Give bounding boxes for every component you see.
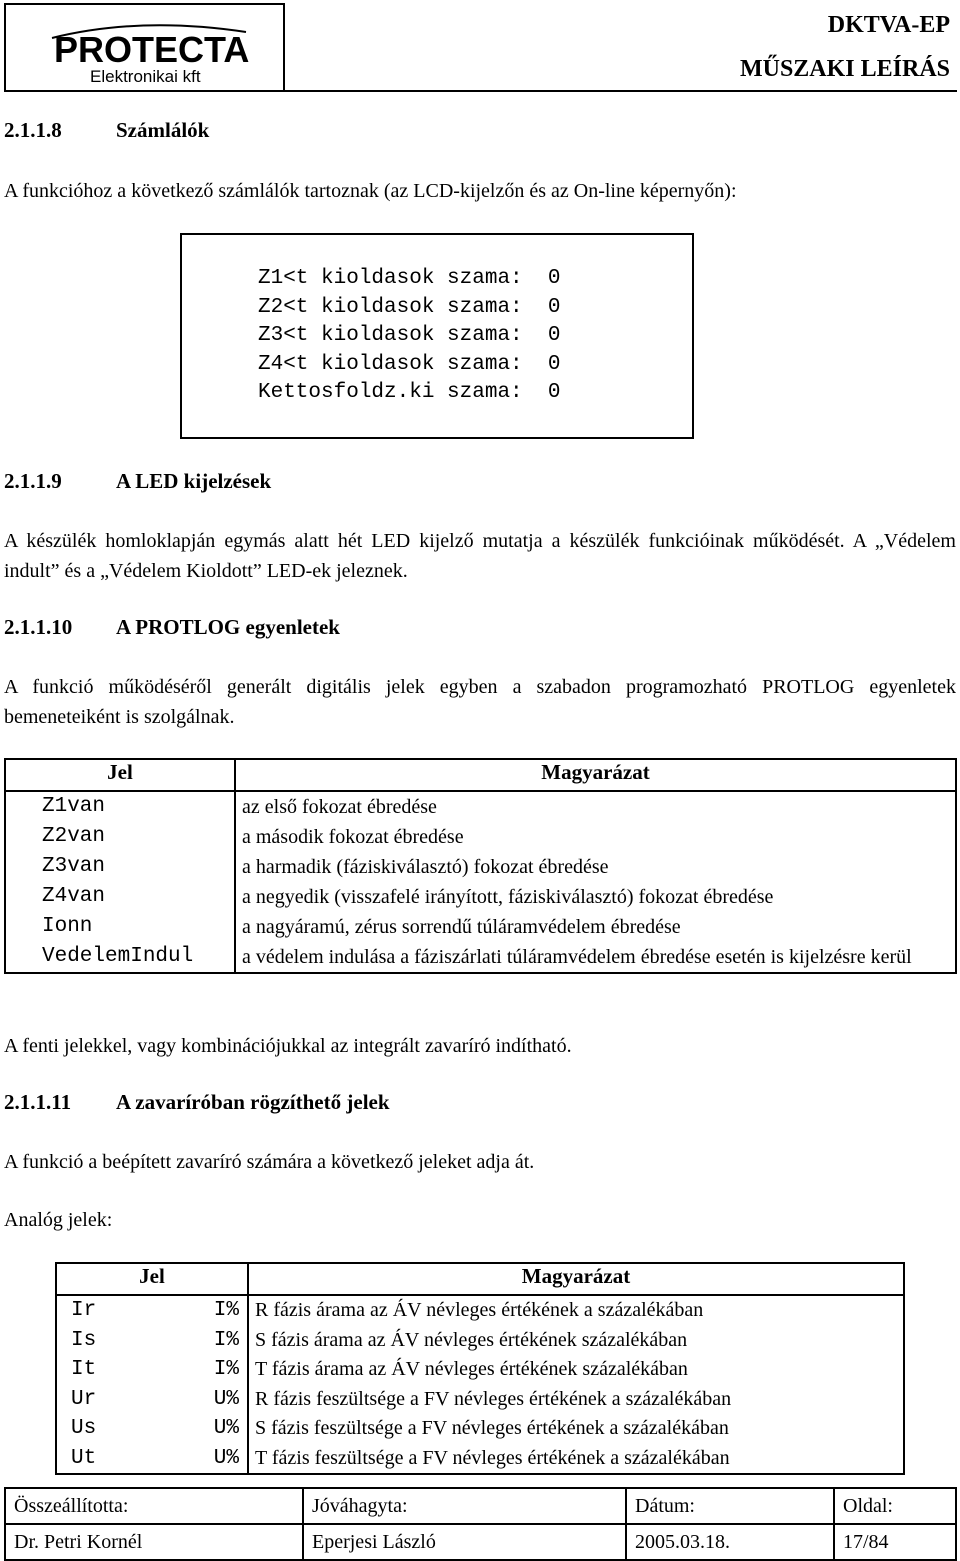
paragraph: A fenti jelekkel, vagy kombinációjukkal az integrált zavaríró indítható. bbox=[4, 1035, 572, 1057]
paragraph: A funkció a beépített zavaríró számára a következő jeleket adja át. bbox=[4, 1151, 535, 1173]
analog-signals-table bbox=[55, 1262, 905, 1475]
table-row bbox=[5, 882, 956, 912]
description-cell: T fázis feszültsége a FV névleges értékének a százalékában bbox=[248, 1444, 904, 1475]
section-title: A PROTLOG egyenletek bbox=[116, 615, 340, 639]
table-row bbox=[5, 912, 956, 942]
table-row bbox=[56, 1414, 904, 1444]
description-cell: a negyedik (visszafelé irányított, fáziskiválasztó) fokozat ébredése bbox=[235, 882, 956, 912]
signal-unit: U% bbox=[213, 1387, 239, 1411]
column-header-description: Magyarázat bbox=[248, 1263, 904, 1295]
section-heading bbox=[4, 469, 271, 494]
date-label: Dátum: bbox=[626, 1488, 834, 1524]
signal-cell: Z4van bbox=[5, 882, 235, 912]
lcd-line: Z4<t kioldasok szama: 0 bbox=[258, 352, 561, 376]
date-value: 2005.03.18. bbox=[626, 1524, 834, 1560]
description-cell: T fázis árama az ÁV névleges értékének százalékában bbox=[248, 1355, 904, 1385]
logo-title: PROTECTA bbox=[54, 29, 250, 70]
description-cell: a harmadik (fáziskiválasztó) fokozat ébredése bbox=[235, 852, 956, 882]
signal-cell bbox=[56, 1326, 248, 1356]
signal-name: Is bbox=[71, 1328, 97, 1352]
signal-cell: Z2van bbox=[5, 822, 235, 852]
section-heading bbox=[4, 1090, 390, 1115]
lcd-lines bbox=[258, 265, 560, 408]
lcd-line: Kettosfoldz.ki szama: 0 bbox=[258, 381, 561, 405]
section-title: A LED kijelzések bbox=[116, 469, 272, 493]
signal-name: Ur bbox=[71, 1387, 97, 1411]
page-value: 17/84 bbox=[834, 1524, 956, 1560]
document-footer-table bbox=[4, 1487, 957, 1561]
signal-cell: VedelemIndul bbox=[5, 942, 235, 973]
lcd-line: Z3<t kioldasok szama: 0 bbox=[258, 324, 561, 348]
compiled-by-value: Dr. Petri Kornél bbox=[5, 1524, 303, 1560]
paragraph: A funkció működéséről generált digitális jelek egyben a szabadon programozható PROTLOG egyenletek bemeneteiként is szolgálnak. bbox=[4, 676, 956, 728]
column-header-signal: Jel bbox=[56, 1263, 248, 1295]
section-title: A zavaríróban rögzíthető jelek bbox=[116, 1090, 390, 1114]
section-number: 2.1.1.9 bbox=[4, 469, 62, 493]
table-row bbox=[56, 1385, 904, 1415]
signal-name: Ir bbox=[71, 1299, 97, 1322]
table-row bbox=[5, 822, 956, 852]
signal-unit: I% bbox=[213, 1328, 239, 1352]
table-row bbox=[5, 852, 956, 882]
section-number: 2.1.1.11 bbox=[4, 1090, 72, 1114]
table-header-row bbox=[5, 759, 956, 791]
footer-value-row bbox=[5, 1524, 956, 1560]
protlog-signals-table bbox=[4, 758, 957, 974]
table-row bbox=[56, 1326, 904, 1356]
footer-label-row bbox=[5, 1488, 956, 1524]
paragraph: A készülék homloklapján egymás alatt hét LED kijelző mutatja a készülék funkcióinak működését. A „Védelem indult” és a „Védelem Kioldott” LED-ek jeleznek. bbox=[4, 530, 956, 582]
paragraph: A funkcióhoz a következő számlálók tartoznak (az LCD-kijelzőn és az On-line képernyőn): bbox=[4, 180, 737, 202]
logo-subtitle: Elektronikai kft bbox=[90, 67, 201, 86]
signal-unit: I% bbox=[213, 1299, 239, 1322]
description-cell: R fázis feszültsége a FV névleges értékének a százalékában bbox=[248, 1385, 904, 1415]
header-divider bbox=[4, 90, 957, 92]
compiled-by-label: Összeállította: bbox=[5, 1488, 303, 1524]
description-cell: S fázis árama az ÁV névleges értékének százalékában bbox=[248, 1326, 904, 1356]
description-cell: R fázis árama az ÁV névleges értékének a százalékában bbox=[248, 1295, 904, 1326]
section-title: Számlálók bbox=[116, 118, 210, 142]
signal-cell: Z3van bbox=[5, 852, 235, 882]
column-header-description: Magyarázat bbox=[235, 759, 956, 791]
table-row bbox=[56, 1295, 904, 1326]
description-cell: a második fokozat ébredése bbox=[235, 822, 956, 852]
table-row bbox=[5, 942, 956, 973]
signal-unit: U% bbox=[213, 1417, 239, 1440]
signal-cell bbox=[56, 1444, 248, 1475]
section-heading bbox=[4, 118, 209, 143]
signal-unit: I% bbox=[213, 1358, 239, 1381]
analog-signals-label: Analóg jelek: bbox=[4, 1209, 113, 1231]
lcd-line: Z1<t kioldasok szama: 0 bbox=[258, 267, 561, 290]
signal-cell: Z1van bbox=[5, 791, 235, 822]
company-logo bbox=[4, 3, 285, 91]
lcd-line: Z2<t kioldasok szama: 0 bbox=[258, 295, 561, 319]
signal-cell bbox=[56, 1414, 248, 1444]
signal-unit: U% bbox=[213, 1446, 239, 1470]
document-type: MŰSZAKI LEÍRÁS bbox=[739, 56, 950, 82]
description-cell: a védelem indulása a fáziszárlati túláramvédelem ébredése esetén is kijelzésre kerül bbox=[235, 942, 956, 973]
lcd-counter-display bbox=[180, 233, 694, 439]
signal-cell: Ionn bbox=[5, 912, 235, 942]
table-row bbox=[56, 1355, 904, 1385]
approved-by-label: Jóváhagyta: bbox=[303, 1488, 626, 1524]
signal-name: It bbox=[71, 1358, 97, 1381]
approved-by-value: Eperjesi László bbox=[303, 1524, 626, 1560]
table-row bbox=[5, 791, 956, 822]
section-number: 2.1.1.10 bbox=[4, 615, 73, 639]
document-code: DKTVA-EP bbox=[827, 12, 950, 38]
signal-name: Us bbox=[71, 1417, 97, 1440]
description-cell: az első fokozat ébredése bbox=[235, 791, 956, 822]
signal-cell bbox=[56, 1355, 248, 1385]
signal-name: Ut bbox=[71, 1446, 97, 1470]
table-row bbox=[56, 1444, 904, 1475]
description-cell: S fázis feszültsége a FV névleges értékének a százalékában bbox=[248, 1414, 904, 1444]
table-header-row bbox=[56, 1263, 904, 1295]
signal-cell bbox=[56, 1385, 248, 1415]
section-number: 2.1.1.8 bbox=[4, 118, 62, 142]
section-heading bbox=[4, 615, 340, 640]
signal-cell bbox=[56, 1295, 248, 1326]
description-cell: a nagyáramú, zérus sorrendű túláramvédelem ébredése bbox=[235, 912, 956, 942]
column-header-signal: Jel bbox=[5, 759, 235, 791]
page-label: Oldal: bbox=[834, 1488, 956, 1524]
